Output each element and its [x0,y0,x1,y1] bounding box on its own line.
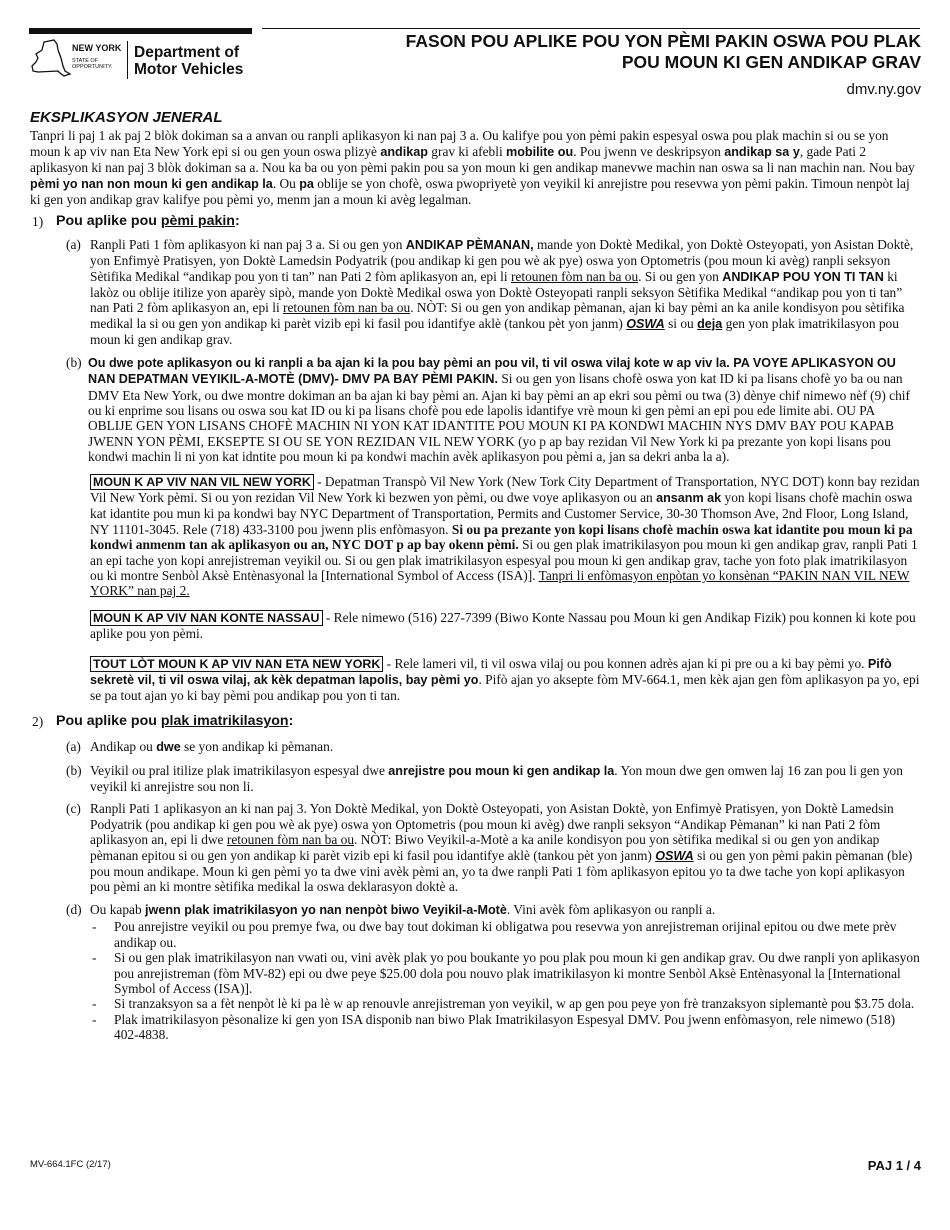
nyc-residents-label: MOUN K AP VIV NAN VIL NEW YORK [90,474,314,490]
item-label: (b) [66,354,82,370]
page-number: PAJ 1 / 4 [867,1158,921,1173]
section-2-title: Pou aplike pou plak imatrikilasyon: [56,712,294,729]
list-item: - Si tranzaksyon sa a fèt nenpòt lè ki pa lè w ap renouvle anrejistreman yon veyikil, w ap gen pou peye yon frè tranzaksyon siplemantè pou $3.75 dola. [114,996,921,1011]
section-2-item-b: (b) Veyikil ou pral itilize plak imatrikilasyon espesyal dwe anrejistre pou moun ki gen andikap la. Yon moun dwe gen omwen laj 16 zan pou li gen yon veyikil ki anrejistre sou non li. [66,762,903,795]
section-2-heading [30,714,921,729]
plate-notes-list [90,919,921,1042]
form-title-line2: POU MOUN KI GEN ANDIKAP GRAV [621,52,921,72]
department-name-line1: Department of [134,44,240,61]
section-1-heading [30,214,921,229]
item-label: (a) [66,739,81,755]
state-residents-label: TOUT LÒT MOUN K AP VIV NAN ETA NEW YORK [90,656,383,672]
item-label: (c) [66,801,81,817]
list-item: - Pou anrejistre veyikil ou pou premye fwa, ou dwe bay tout dokiman ki obligatwa pou resevwa yon anrejistreman orijinal epitou ou dwe mete prèv andikap ou. [114,919,921,950]
section-1-item-a: (a) Ranpli Pati 1 fòm aplikasyon ki nan paj 3 a. Si ou gen yon ANDIKAP PÈMANAN, mande yon Doktè Medikal, yon Doktè Osteyopati, yon Asistan Doktè, yon Enfimyè Pratisyen, yon Doktè Lamedsin Podyatrik (pou andikap ki gen pou wè ak pye) oswa yon Optometris (pou moun ki avèg) ranpli seksyon Sètifika Medikal “andikap pou yon ti tan” nan Pati 2 fòm aplikasyon an, epi li retounen fòm nan ba ou. Si ou gen yon ANDIKAP POU YON TI TAN ki lakòz ou oblije itilize yon aparèy sipò, mande yon Doktè Medikal oswa yon Doktè Osteyopati ranpli seksyon Sètifika Medikal “andikap pou yon ti tan” nan Pati 2 fòm aplikasyon an, epi li retounen fòm nan ba ou. NÒT: Si ou gen yon andikap pèmanan, ajan ki bay pèmi an ka anile kondisyon pou sètifika medikal la si ou gen yon andikap ki parèt vizib epi ki fasil pou idantifye aklè (tankou pèt yon janm) OSWA si ou deja gen yon plak imatrikilasyon pou moun ki gen andikap grav. [66,236,914,348]
department-name [134,44,243,78]
nassau-residents-label: MOUN K AP VIV NAN KONTE NASSAU [90,610,323,626]
logo-divider [127,41,128,79]
form-title-line1: FASON POU APLIKE POU YON PÈMI PAKIN OSWA POU PLAK [405,31,921,51]
section-2-item-c: (c) Ranpli Pati 1 aplikasyon an ki nan paj 3. Yon Doktè Medikal, yon Doktè Osteyopati, yon Asistan Doktè, yon Enfimyè Pratisyen, yon Doktè Lamedsin Podyatrik (pou andikap ki gen pou wè ak pye) oswa yon Optometris (pou moun ki avèg) dwe ranpli seksyon “Andikap Pèmanan” ki nan Pati 2 fòm aplikasyon an, epi li dwe retounen fòm nan ba ou. NÒT: Biwo Veyikil-a-Motè a ka anile kondisyon pou yon sètifika medikal si ou gen yon andikap pèmanan epitou si ou gen yon andikap ki parèt vizib epi ki fasil pou idantifye aklè (tankou pèt yon janm) OSWA si ou gen yon pèmi pakin pèmanan (ble) pou moun andikape. Moun ki gen pèmi yo ta dwe vini avèk pèmi an, yo ta dwe ranpli Pati 1 fòm aplikasyon epitou yo ta dwe tache yon kopi aplikasyon pou pèmi an ki montre sètifika medikal la oswa deklarasyon doktè a. [66,801,913,895]
item-label: (d) [66,901,82,917]
section-1-title: Pou aplike pou pèmi pakin: [56,213,240,230]
form-id: MV-664.1FC (2/17) [30,1159,111,1170]
section-2-item-d: (d) Ou kapab jwenn plak imatrikilasyon yo nan nenpòt biwo Veyikil-a-Motè. Vini avèk fòm aplikasyon ou ranpli a. - Pou anrejistre veyikil ou pou premye fwa, ou dwe bay tout dokiman ki obligatwa pou resevwa yon anrejistreman orijinal epitou ou dwe mete prèv andikap ou. - Si ou gen plak imatrikilasyon nan vwati ou, vini avèk plak yo pou boukante yo pou plak pou moun ki gen andikap grav. Ou dwe ranpli yon aplikasyon pou anrejistreman (fòm MV-82) epi ou dwe peye $25.00 dola pou nouvo plak imatrikilasyon ki montre Senbòl Aksè Entènasyonal la [International Symbol of Access (ISA)]. - Si tranzaksyon sa a fèt nenpòt lè ki pa lè w ap renouvle anrejistreman yon veyikil, w ap gen pou peye yon frè tranzaksyon siplemantè pou $3.75 dola. - Plak imatrikilasyon pèsonalize ki gen yon ISA disponib nan biwo Plak Imatrikilasyon Espesyal DMV. Pou jwenn enfòmasyon, rele nimewo (518) 402-4838. [30,902,921,1043]
header-top-rule [29,28,252,34]
document-body [30,110,921,1043]
department-name-line2: Motor Vehicles [134,61,244,78]
general-heading: EKSPLIKASYON JENERAL [30,109,223,126]
section-2-item-a: (a) Andikap ou dwe se yon andikap ki pèmanan. [66,739,334,755]
ny-logo-tagline-line2: OPPORTUNITY. [72,64,113,70]
section-2-number: 2) [32,713,44,729]
website-url: dmv.ny.gov [846,81,921,98]
nassau-residents-paragraph: MOUN K AP VIV NAN KONTE NASSAU - Rele nimewo (516) 227-7399 (Biwo Konte Nassau pou Moun ki gen Andikap Fizik) pou konnen ki kote pou aplike pou yon pèmi. [90,609,916,642]
list-item: - Si ou gen plak imatrikilasyon nan vwati ou, vini avèk plak yo pou boukante yo pou plak pou moun ki gen andikap grav. Ou dwe ranpli yon aplikasyon pou anrejistreman (fòm MV-82) epi ou dwe peye $25.00 dola pou nouvo plak imatrikilasyon ki montre Senbòl Aksè Entènasyonal la [International Symbol of Access (ISA)]. [114,950,921,996]
ny-logo-tagline [72,58,112,70]
item-label: (a) [66,236,81,252]
general-paragraph: Tanpri li paj 1 ak paj 2 blòk dokiman sa a anvan ou ranpli aplikasyon ki nan paj 3 a. Ou kalifye pou yon pèmi pakin espesyal oswa pou plak machin si ou se yon moun k ap viv nan Eta New York epi si ou gen youn oswa plizyè andikap grav ki afebli mobilite ou. Pou jwenn ve deskripsyon andikap sa y, gade Pati 2 aplikasyon ki nan paj 3 blòk dokiman sa a. Nou ka ba ou yon pèmi pakin pou sa yon moun ki gen andikap manevwe machin nan oswa sa li nan machin nan. Nou bay pèmi yo nan non moun ki gen andikap la. Ou pa oblije se yon chofè, oswa pwopriyetè yon veyikil ki anrejistre pou resevwa yon pèmi pakin. Timoun nenpòt laj ki gen yon andikap grav kalifye pou pèmi yo, menm jan a moun ki avèg legalman. [30,128,915,208]
form-title [321,31,921,73]
section-1-item-b: (b) Ou dwe pote aplikasyon ou ki ranpli a ba ajan ki la pou bay pèmi an pou vil, ti vil oswa vilaj kote w ap viv la. PA VOYE APLIKASYON OU NAN DEPATMAN VEYIKIL-A-MOTÈ (DMV)- DMV PA BAY PÈMI PAKIN. Si ou gen yon lisans chofè oswa yon kat ID ki pa lisans chofè yo ba ou nan DMV Eta New York, ou dwe montre dokiman an ba ajan ki bay pèmi an. Ajan ki bay pèmi an ap ekri sou pèmi ou twa (3) dènye chif nimewo nèf (9) chif ou ki enprime sou lisans ou oswa sou kat ID ou ki pa lisans chofè pou ede lapolis idantifye vrè moun ki gen pèmi an epi pou ede limite abi. OU PA OBLIJE GEN YON LISANS CHOFÈ MACHIN NI YON KAT IDANTITE POU MOUN KI PA KONDWI MACHIN NYS DMV BAY POU KAPAB JWENN YON PÈMI, EKSEPTE SI OU SE YON REZIDAN VIL NEW YORK (yo p ap bay rezidan Vil New York ki pa prezante yon kopi lisans pou kondwi machin li ni yon kat idntite pou moun ki pa kondwi machin avèk aplikasyon pou pèmi a, jan sa dekri anba la a). [66,354,910,465]
new-york-state-outline-icon [30,38,74,80]
dmv-logo [30,38,260,82]
state-residents-paragraph: TOUT LÒT MOUN K AP VIV NAN ETA NEW YORK - Rele lameri vil, ti vil oswa vilaj ou pou konnen adrès ajan ki pi pre ou a ki bay pèmi yo. Pifò sekretè vil, ti vil oswa vilaj, ak kèk depatman lapolis, bay pèmi yo. Pifò ajan yo aksepte fòm MV-664.1, men kèk ajan gen fòm aplikasyon pa yo, epi se pa tout ajan yo ki bay pèmi pou andikap pou yon ti tan. [90,655,920,704]
item-label: (b) [66,762,82,778]
ny-logo-tagline-line1: STATE OF [72,58,99,64]
title-rule [262,28,920,29]
list-item: - Plak imatrikilasyon pèsonalize ki gen yon ISA disponib nan biwo Plak Imatrikilasyon Espesyal DMV. Pou jwenn enfòmasyon, rele nimewo (518) 402-4838. [114,1012,921,1043]
nyc-residents-paragraph: MOUN K AP VIV NAN VIL NEW YORK - Depatman Transpò Vil New York (New Tork City Department of Transportation, NYC DOT) konn bay rezidan Vil New York pèmi. Si ou yon rezidan Vil New York ki bezwen yon pèmi, ou dwe voye aplikasyon ou an ansanm ak yon kopi lisans chofè machin oswa kat idantite pou mun ki pa kondwi bay NYC Department of Transportation, Permits and Customer Service, 30-30 Thomson Ave, 2nd Floor, Long Island, NY 11101-3045. Rele (718) 433-3100 pou jwenn plis enfòmasyon. Si ou pa prezante yon kopi lisans chofè machin oswa kat idantite pou moun ki pa kondwi anmenm tan ak aplikasyon ou an, NYC DOT p ap bay okenn pèmi. Si ou gen plak imatrikilasyon pou moun ki gen andikap grav, ranpli Pati 1 an epi tache yon kopi anrejistreman veyikil ou. Si ou gen plak imatrikilasyon espesyal pou moun ki gen andikap grav, tache yon foto plak imatrikilasyon ou ki montre Senbòl Aksè Entènasyonal la [International Symbol of Access (ISA)]. Tanpri li enfòmasyon enpòtan yo konsènan “PAKIN NAN VIL NEW YORK” nan paj 2. [90,473,920,599]
section-1-number: 1) [32,214,44,230]
ny-logo-wordmark: NEW YORK [72,43,122,53]
